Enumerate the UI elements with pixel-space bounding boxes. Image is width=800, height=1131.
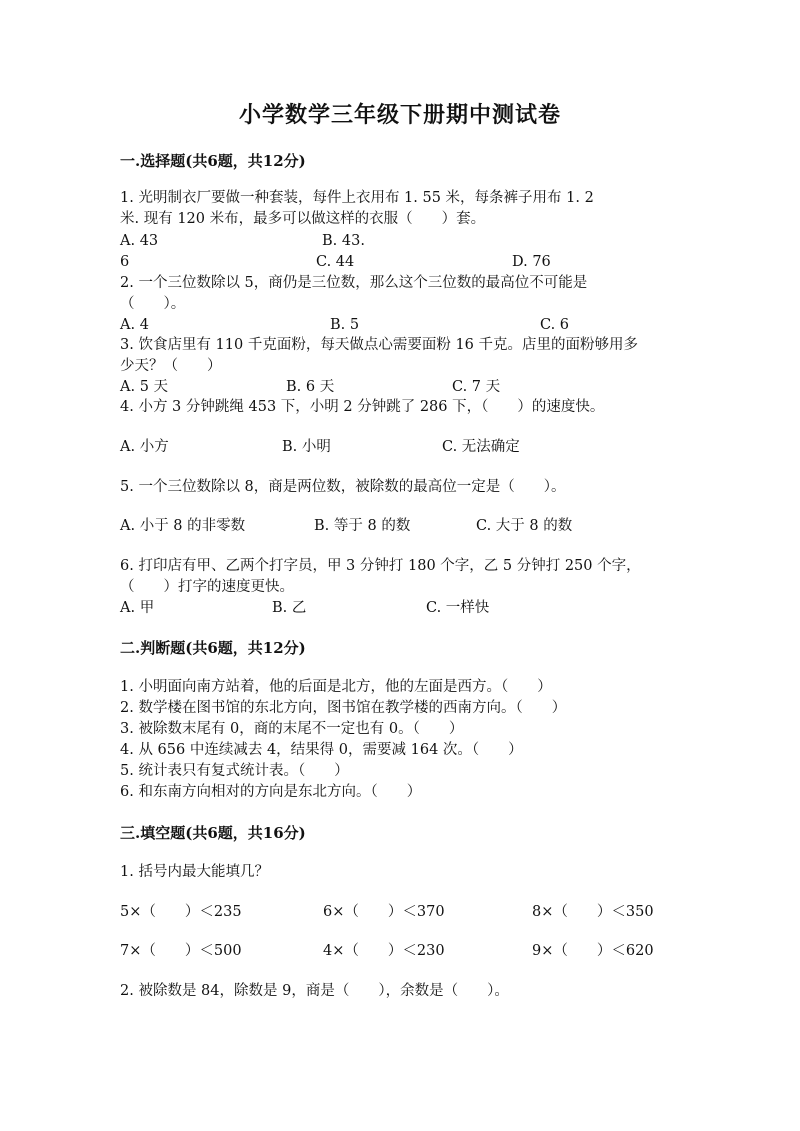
option-a: A. 小于 8 的非零数 — [120, 518, 246, 534]
option-c: C. 7 天 — [452, 379, 501, 395]
option-a: A. 43 — [120, 233, 159, 249]
option-a: A. 5 天 — [120, 379, 169, 395]
section-heading-choice: 一.选择题(共6题，共12分) — [120, 152, 306, 170]
option-b: B. 6 天 — [286, 379, 335, 395]
question-text: 5. 一个三位数除以 8，商是两位数，被除数的最高位一定是（ ）。 — [120, 479, 566, 495]
question-text: 6. 打印店有甲、乙两个打字员，甲 3 分钟打 180 个字，乙 5 分钟打 250 个字， — [120, 558, 641, 574]
option-c: C. 44 — [316, 254, 355, 270]
option-c: C. 一样快 — [426, 600, 490, 616]
option-a: A. 甲 — [120, 600, 155, 616]
fill-blank-item: 5×（ ）＜235 — [120, 904, 242, 920]
question-text: 2. 被除数是 84，除数是 9，商是（ ），余数是（ ）。 — [120, 983, 509, 999]
option-b: B. 乙 — [272, 600, 307, 616]
option-b-continued: 6 — [120, 254, 130, 270]
question-text: 3. 饮食店里有 110 千克面粉，每天做点心需要面粉 16 千克。店里的面粉够用多 — [120, 337, 639, 353]
option-a: A. 小方 — [120, 439, 169, 455]
list-item: 4. 从 656 中连续减去 4，结果得 0，需要减 164 次。（ ） — [120, 742, 523, 758]
list-item: 1. 小明面向南方站着，他的后面是北方，他的左面是西方。（ ） — [120, 679, 552, 695]
fill-blank-item: 8×（ ）＜350 — [532, 904, 654, 920]
fill-blank-item: 6×（ ）＜370 — [323, 904, 445, 920]
list-item: 6. 和东南方向相对的方向是东北方向。（ ） — [120, 784, 422, 800]
fill-blank-item: 9×（ ）＜620 — [532, 943, 654, 959]
page-title: 小学数学三年级下册期中测试卷 — [238, 102, 561, 128]
option-d: D. 76 — [512, 254, 551, 270]
question-text: 2. 一个三位数除以 5，商仍是三位数，那么这个三位数的最高位不可能是 — [120, 275, 588, 291]
option-c: C. 大于 8 的数 — [476, 518, 573, 534]
option-a: A. 4 — [120, 317, 149, 333]
question-text: （ ）。 — [120, 296, 186, 312]
fill-blank-item: 7×（ ）＜500 — [120, 943, 242, 959]
list-item: 5. 统计表只有复式统计表。（ ） — [120, 763, 349, 779]
question-text: 少天？（ ） — [120, 358, 222, 374]
option-b: B. 等于 8 的数 — [314, 518, 411, 534]
option-b: B. 43. — [322, 233, 365, 249]
question-text: 1. 括号内最大能填几？ — [120, 864, 269, 880]
section-heading-fill-in: 三.填空题(共6题，共16分) — [120, 824, 306, 842]
question-text: （ ）打字的速度更快。 — [120, 579, 294, 595]
option-b: B. 5 — [330, 317, 360, 333]
option-b: B. 小明 — [282, 439, 331, 455]
question-text: 4. 小方 3 分钟跳绳 453 下，小明 2 分钟跳了 286 下，（ ）的速度快。 — [120, 399, 605, 415]
question-text: 1. 光明制衣厂要做一种套装，每件上衣用布 1. 55 米，每条裤子用布 1. 2 — [120, 190, 594, 206]
option-c: C. 无法确定 — [442, 439, 520, 455]
list-item: 2. 数学楼在图书馆的东北方向，图书馆在教学楼的西南方向。（ ） — [120, 700, 567, 716]
option-c: C. 6 — [540, 317, 570, 333]
question-text: 米. 现有 120 米布，最多可以做这样的衣服（ ）套。 — [120, 211, 486, 227]
section-heading-judgement: 二.判断题(共6题，共12分) — [120, 639, 306, 657]
fill-blank-item: 4×（ ）＜230 — [323, 943, 445, 959]
list-item: 3. 被除数末尾有 0，商的末尾不一定也有 0。（ ） — [120, 721, 464, 737]
